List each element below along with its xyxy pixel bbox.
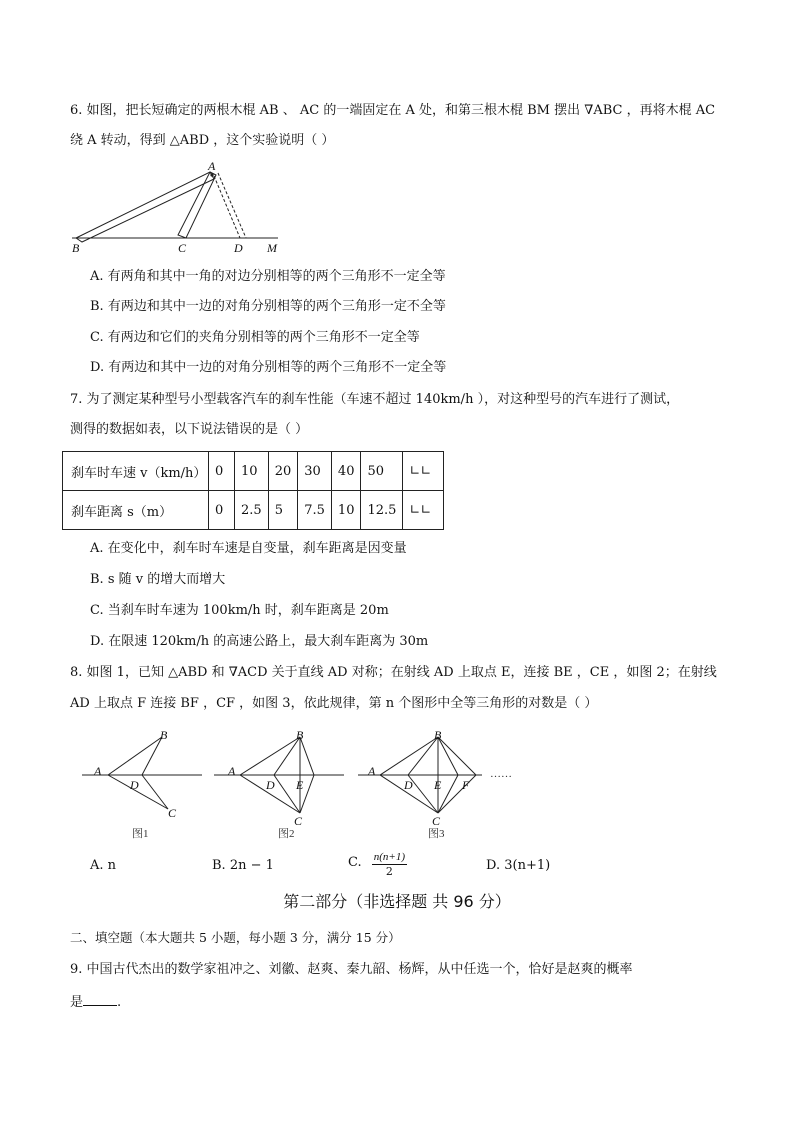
fig2-label-b: B: [296, 728, 304, 742]
q6-label-c: C: [178, 241, 187, 255]
table-cell: 10: [331, 491, 361, 530]
table-cell: 7.5: [298, 491, 332, 530]
table-cell: 40: [331, 452, 361, 491]
q7-line2: 测得的数据如表，以下说法错误的是（ ）: [70, 422, 309, 437]
q8-option-c: [348, 850, 407, 879]
q8-option-d: D. 3(n+1): [486, 858, 551, 873]
q9-line2-suffix: .: [117, 995, 122, 1010]
q6-option-a: A. 有两角和其中一角的对边分别相等的两个三角形不一定全等: [90, 269, 446, 284]
table-cell: ∟∟: [403, 491, 444, 530]
q8-option-c-denominator: 2: [385, 865, 393, 878]
q6-label-a: A: [208, 162, 216, 173]
fig1-label-c: C: [168, 806, 177, 820]
fig3-label-e: E: [434, 778, 442, 792]
table-row: [63, 452, 444, 491]
q6-option-c: C. 有两边和它们的夹角分别相等的两个三角形不一定全等: [90, 330, 420, 345]
q7-line1: 7. 为了测定某种型号小型载客汽车的刹车性能（车速不超过 140km/h ），对这种型号的汽车进行了测试，: [70, 392, 680, 407]
q9-line2-prefix: 是: [70, 995, 84, 1010]
section-title: 第二部分（非选择题 共 96 分）: [283, 892, 511, 911]
q7-data-table: [62, 451, 444, 530]
fig2-label-e: E: [296, 778, 304, 792]
table-cell: 50: [361, 452, 403, 491]
fig3-label-d: D: [404, 778, 413, 792]
fig1-label-b: B: [160, 728, 168, 742]
fig3-label-b: B: [434, 728, 442, 742]
table-cell: 12.5: [361, 491, 403, 530]
table-cell: 刹车距离 s（m）: [63, 491, 209, 530]
table-cell: 20: [268, 452, 298, 491]
fig3-label-f: F: [462, 778, 470, 792]
fig2-label-c: C: [294, 814, 303, 828]
q6-label-m: M: [267, 241, 277, 255]
q8-option-c-fraction: [372, 850, 407, 879]
figures-ellipsis: ……: [490, 768, 512, 780]
q8-figure-2: [214, 728, 344, 840]
table-row: [63, 491, 444, 530]
q7-option-c: C. 当刹车时车速为 100km/h 时，刹车距离是 20m: [90, 603, 389, 618]
q8-option-b: B. 2n − 1: [212, 858, 274, 873]
q6-figure: [68, 162, 298, 258]
fig3-caption: 图3: [428, 828, 445, 840]
q8-figures: [78, 727, 528, 845]
q6-line2: 绕 A 转动，得到 △ABD ，这个实验说明（ ）: [70, 133, 335, 148]
fig1-caption: 图1: [132, 828, 149, 840]
q9-line1: 9. 中国古代杰出的数学家祖冲之、刘徽、赵爽、秦九韶、杨辉，从中任选一个，恰好是赵爽的概率: [70, 962, 633, 977]
q6-option-d: D. 有两边和其中一边的对角分别相等的两个三角形不一定全等: [90, 360, 447, 375]
table-cell: 5: [268, 491, 298, 530]
q8-line2: AD 上取点 F 连接 BF ，CF ，如图 3，依此规律，第 n 个图形中全等三角形的对数是（ ）: [70, 696, 598, 711]
fig1-label-a: A: [94, 764, 102, 778]
fig2-caption: 图2: [278, 828, 295, 840]
table-cell: 10: [235, 452, 269, 491]
q7-option-a: A. 在变化中，刹车时车速是自变量，刹车距离是因变量: [90, 541, 407, 556]
fig2-label-d: D: [266, 778, 275, 792]
table-cell: ∟∟: [403, 452, 444, 491]
q8-option-c-prefix: C.: [348, 855, 362, 870]
q6-label-d: D: [234, 241, 243, 255]
section-subtitle: 二、填空题（本大题共 5 小题，每小题 3 分，满分 15 分）: [70, 930, 401, 945]
table-cell: 30: [298, 452, 332, 491]
table-cell: 2.5: [235, 491, 269, 530]
q8-line1: 8. 如图 1，已知 △ABD 和 ∇ACD 关于直线 AD 对称；在射线 AD 上取点 E，连接 BE ，CE ，如图 2；在射线: [70, 665, 717, 680]
q8-figure-1: [82, 728, 202, 840]
answer-blank[interactable]: [83, 991, 117, 1006]
fig2-label-a: A: [228, 764, 236, 778]
q8-figure-3: [358, 728, 482, 840]
fig3-label-a: A: [368, 764, 376, 778]
q6-line1: 6. 如图，把长短确定的两根木棍 AB 、 AC 的一端固定在 A 处，和第三根木棍 BM 摆出 ∇ABC ，再将木棍 AC: [70, 103, 716, 118]
table-cell: 刹车时车速 v（km/h）: [63, 452, 209, 491]
table-cell: 0: [209, 452, 235, 491]
q7-option-d: D. 在限速 120km/h 的高速公路上，最大刹车距离为 30m: [90, 634, 429, 649]
q6-label-b: B: [72, 241, 80, 255]
fig3-label-c: C: [432, 814, 441, 828]
q8-option-c-numerator: n(n+1): [373, 851, 406, 863]
fig1-label-d: D: [130, 778, 139, 792]
q9-line2: [70, 991, 121, 1013]
q7-option-b: B. s 随 v 的增大而增大: [90, 572, 226, 587]
table-cell: 0: [209, 491, 235, 530]
q6-option-b: B. 有两边和其中一边的对角分别相等的两个三角形一定不全等: [90, 299, 446, 314]
q8-option-a: A. n: [90, 858, 117, 873]
